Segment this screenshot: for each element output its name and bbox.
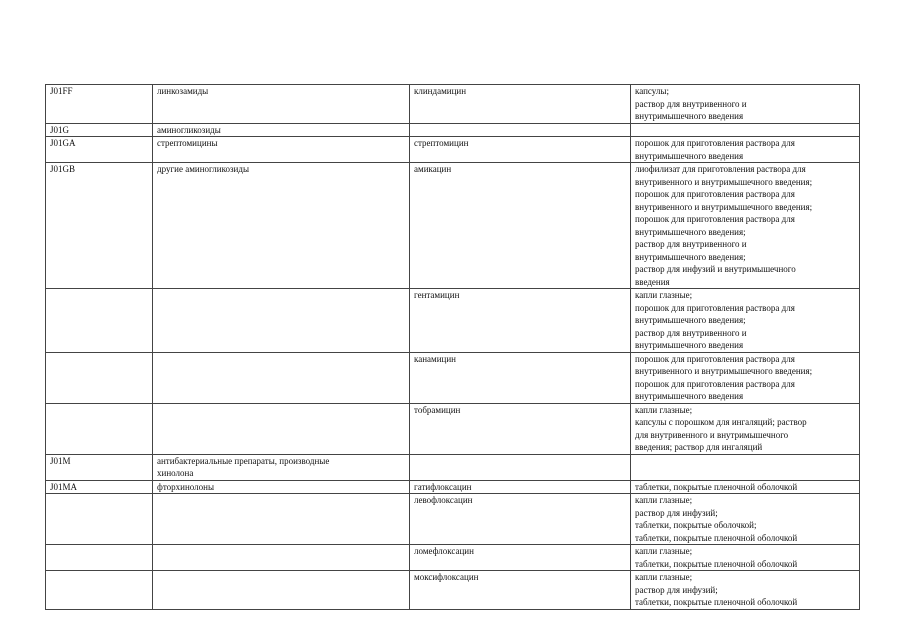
group-cell (153, 571, 410, 610)
dosage-forms-cell: капсулы; раствор для внутривенного и внутримышечного введения (631, 85, 860, 124)
group-cell: линкозамиды (153, 85, 410, 124)
drug-name-cell: канамицин (410, 352, 631, 403)
dosage-forms-cell: капли глазные; таблетки, покрытые пленочной оболочкой (631, 545, 860, 571)
table-row (46, 137, 860, 163)
group-cell: стрептомицины (153, 137, 410, 163)
atc-code-cell (46, 545, 153, 571)
group-cell: аминогликозиды (153, 123, 410, 137)
group-cell (153, 403, 410, 454)
group-cell: фторхинолоны (153, 480, 410, 494)
table-row (46, 85, 860, 124)
drug-name-cell: стрептомицин (410, 137, 631, 163)
dosage-forms-cell: капли глазные; раствор для инфузий; таблетки, покрытые оболочкой; таблетки, покрытые пленочной оболочкой (631, 494, 860, 545)
dosage-forms-cell: таблетки, покрытые пленочной оболочкой (631, 480, 860, 494)
atc-code-cell (46, 352, 153, 403)
dosage-forms-cell (631, 123, 860, 137)
table-row (46, 163, 860, 289)
dosage-forms-cell: порошок для приготовления раствора для внутримышечного введения (631, 137, 860, 163)
drug-name-cell: амикацин (410, 163, 631, 289)
dosage-forms-cell: капли глазные; капсулы с порошком для ингаляций; раствор для внутривенного и внутримышечного введения; раствор для ингаляций (631, 403, 860, 454)
table-row (46, 352, 860, 403)
dosage-forms-cell: капли глазные; порошок для приготовления раствора для внутримышечного введения; раствор для внутривенного и внутримышечного введения (631, 289, 860, 353)
group-cell (153, 289, 410, 353)
drug-name-cell: левофлоксацин (410, 494, 631, 545)
drug-name-cell (410, 454, 631, 480)
atc-code-cell: J01G (46, 123, 153, 137)
table-row (46, 480, 860, 494)
atc-code-cell: J01MA (46, 480, 153, 494)
group-cell: другие аминогликозиды (153, 163, 410, 289)
atc-code-cell (46, 403, 153, 454)
atc-code-cell: J01FF (46, 85, 153, 124)
drug-name-cell (410, 123, 631, 137)
drug-name-cell: моксифлоксацин (410, 571, 631, 610)
atc-code-cell: J01GA (46, 137, 153, 163)
table-row (46, 494, 860, 545)
drug-table (45, 84, 860, 610)
dosage-forms-cell: порошок для приготовления раствора для внутривенного и внутримышечного введения; порошок для приготовления раствора для внутримышечного введения (631, 352, 860, 403)
atc-code-cell: J01M (46, 454, 153, 480)
drug-name-cell: клиндамицин (410, 85, 631, 124)
drug-table-body (46, 85, 860, 610)
atc-code-cell (46, 494, 153, 545)
table-row (46, 454, 860, 480)
table-row (46, 289, 860, 353)
drug-name-cell: тобрамицин (410, 403, 631, 454)
drug-name-cell: гентамицин (410, 289, 631, 353)
table-row (46, 123, 860, 137)
group-cell (153, 545, 410, 571)
dosage-forms-cell: капли глазные; раствор для инфузий; таблетки, покрытые пленочной оболочкой (631, 571, 860, 610)
drug-name-cell: ломефлоксацин (410, 545, 631, 571)
atc-code-cell (46, 289, 153, 353)
table-row (46, 571, 860, 610)
group-cell (153, 352, 410, 403)
dosage-forms-cell (631, 454, 860, 480)
dosage-forms-cell: лиофилизат для приготовления раствора для внутривенного и внутримышечного введения; порошок для приготовления раствора для внутривенного и внутримышечного введения; порошок для приготовления раствора для внутримышечного введения; раствор для внутривенного и внутримышечного введения; раствор для инфузий и внутримышечного введения (631, 163, 860, 289)
table-row (46, 403, 860, 454)
atc-code-cell (46, 571, 153, 610)
atc-code-cell: J01GB (46, 163, 153, 289)
drug-name-cell: гатифлоксацин (410, 480, 631, 494)
group-cell (153, 494, 410, 545)
table-row (46, 545, 860, 571)
group-cell: антибактериальные препараты, производные хинолона (153, 454, 410, 480)
